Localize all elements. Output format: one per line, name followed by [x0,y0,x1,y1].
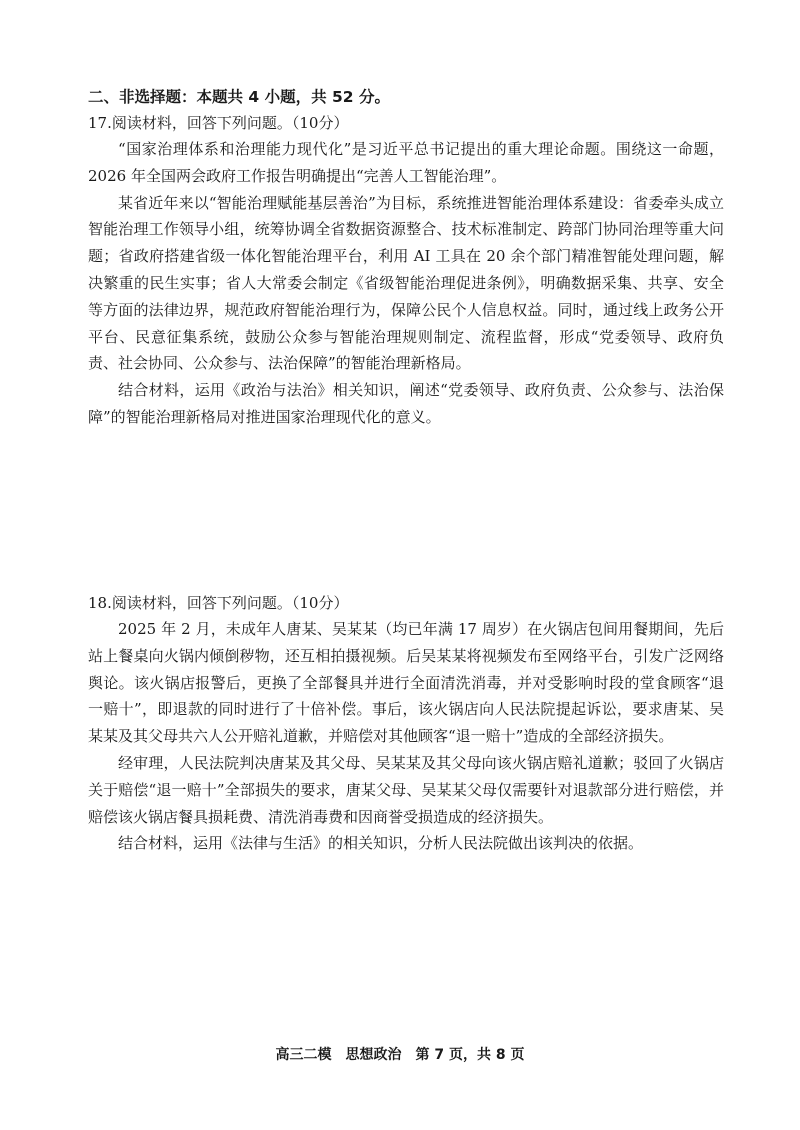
question-18-prompt: 结合材料，运用《法律与生活》的相关知识，分析人民法院做出该判决的依据。 [118,834,644,853]
section-heading: 二、非选择题：本题共 4 小题，共 52 分。 [88,88,390,106]
question-17 [88,110,724,431]
question-17-paragraph-1: “国家治理体系和治理能力现代化”是习近平总书记提出的重大理论命题。围绕这一命题，2026 年全国两会政府工作报告明确提出“完善人工智能治理”。 [88,140,724,185]
question-18-paragraph-1: 2025 年 2 月，未成年人唐某、吴某某（均已年满 17 周岁）在火锅店包间用餐期间，先后站上餐桌向火锅内倾倒秽物，还互相拍摄视频。后吴某某将视频发布至网络平台，引发广泛网络舆论。该火锅店报警后，更换了全部餐具并进行全面清洗消毒，并对受影响时段的堂食顾客“退一赔十”，即退款的同时进行了十倍补偿。事后，该火锅店向人民法院提起诉讼，要求唐某、吴某某及其父母共六人公开赔礼道歉，并赔偿对其他顾客“退一赔十”造成的全部经济损失。 [88,620,724,746]
question-18 [88,590,724,857]
question-17-paragraph-2: 某省近年来以“智能治理赋能基层善治”为目标，系统推进智能治理体系建设：省委牵头成立智能治理工作领导小组，统筹协调全省数据资源整合、技术标准制定、跨部门协同治理等重大问题；省政府搭建省级一体化智能治理平台，利用 AI 工具在 20 余个部门精准智能处理问题，解决繁重的民生实事；省人大常委会制定《省级智能治理促进条例》，明确数据采集、共享、安全等方面的法律边界，规范政府智能治理行为，保障公民个人信息权益。同时，通过线上政务公开平台、民意征集系统，鼓励公众参与智能治理规则制定、流程监督，形成“党委领导、政府负责、社会协同、公众参与、法治保障”的智能治理新格局。 [88,193,724,373]
question-18-paragraph-2: 经审理，人民法院判决唐某及其父母、吴某某及其父母向该火锅店赔礼道歉；驳回了火锅店关于赔偿“退一赔十”全部损失的要求，唐某父母、吴某某父母仅需要针对退款部分进行赔偿，并赔偿该火锅店餐具损耗费、清洗消毒费和因商誉受损造成的经济损失。 [88,753,724,826]
question-17-prompt: 结合材料，运用《政治与法治》相关知识，阐述“党委领导、政府负责、公众参与、法治保障”的智能治理新格局对推进国家治理现代化的意义。 [88,381,724,426]
question-17-title: 17.阅读材料，回答下列问题。（10分） [88,114,349,132]
question-18-title: 18.阅读材料，回答下列问题。（10分） [88,594,349,612]
page-footer: 高三二模 思想政治 第 7 页，共 8 页 [275,1047,525,1063]
